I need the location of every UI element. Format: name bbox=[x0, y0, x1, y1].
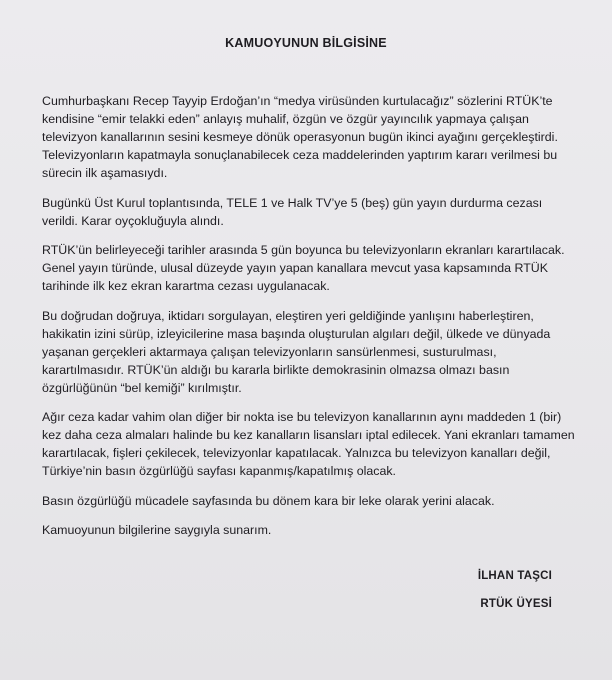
document-body bbox=[42, 92, 580, 551]
paragraph-1: Cumhurbaşkanı Recep Tayyip Erdoğan’ın “medya virüsünden kurtulacağız” sözlerini RTÜK’te kendisine “emir telakki eden” anlayış muhalif, özgün ve özgür yayıncılık yapmaya çalışan televizyon kanallarının sesini kesmeye dönük operasyonun bugün ikinci ayağını gerçekleştirdi. Televizyonların kapatmayla sonuçlanabilecek ceza maddelerinden yaptırım kararı verilmesi bu sürecin ilk aşamasıydı. bbox=[42, 94, 558, 180]
signature-name: İLHAN TAŞCI bbox=[477, 570, 552, 582]
document-title: KAMUOYUNUN BİLGİSİNE bbox=[225, 36, 387, 50]
paragraph-4: Bu doğrudan doğruya, iktidarı sorgulayan, eleştiren yeri geldiğinde yanlışını haberleştiren, hakikatin izini sürüp, izleyicilerine masa başında oluşturulan algıları değil, ülkede ve dünyada yaşanan gerçekleri aktarmaya çalışan televizyonların sansürlenmesi, susturulması, karartılmasıdır. RTÜK’ün aldığı bu kararla birlikte demokrasinin olmazsa olmazı basın özgürlüğünün “bel kemiği” kırılmıştır. bbox=[42, 308, 551, 395]
signature-role: RTÜK ÜYESİ bbox=[480, 598, 552, 610]
paragraph-2: Bugünkü Üst Kurul toplantısında, TELE 1 ve Halk TV’ye 5 (beş) gün yayın durdurma cezası verildi. Karar oyçokluğuyla alındı. bbox=[42, 195, 543, 228]
paragraph-7: Kamuoyunun bilgilerine saygıyla sunarım. bbox=[42, 523, 272, 537]
paragraph-6: Basın özgürlüğü mücadele sayfasında bu dönem kara bir leke olarak yerini alacak. bbox=[42, 493, 495, 508]
paragraph-3: RTÜK’ün belirleyeceği tarihler arasında 5 gün boyunca bu televizyonların ekranları karartılacak. Genel yayın türünde, ulusal düzeyde yayın yapan kanallara mevcut yasa kapsamında RTÜK tarihinde ilk kez ekran karartma cezası uygulanacak. bbox=[42, 243, 565, 293]
paragraph-5: Ağır ceza kadar vahim olan diğer bir nokta ise bu televizyon kanallarının aynı maddeden 1 (bir) kez daha ceza almaları halinde bu kez kanalların lisansları iptal edilecek. Yani ekranları tamamen karartılacak, fişleri çekilecek, televizyonlar kapatılacak. Yalnızca bu televizyon kanalları değil, Türkiye’nin basın özgürlüğü sayfası kapanmış/kapatılmış olacak. bbox=[42, 410, 575, 478]
